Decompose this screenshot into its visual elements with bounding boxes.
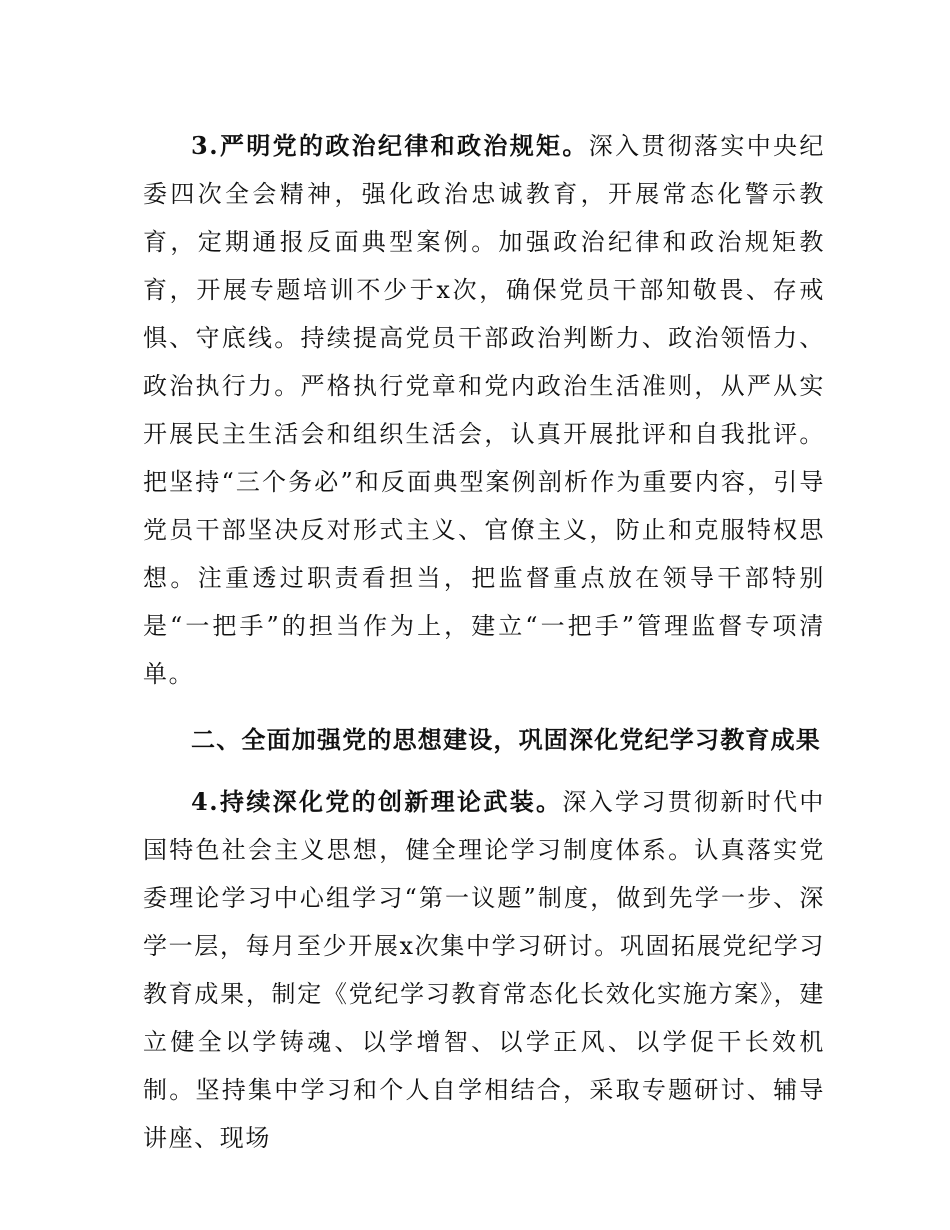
section-3-body: 深入贯彻落实中央纪委四次全会精神，强化政治忠诚教育，开展常态化警示教育，定期通报反面典型案例。加强政治纪律和政治规矩教育，开展专题培训不少于x次，确保党员干部知敬畏、存戒惧、守底线。持续提高党员干部政治判断力、政治领悟力、政治执行力。严格执行党章和党内政治生活准则，从严从实开展民主生活会和组织生活会，认真开展批评和自我批评。把坚持“三个务必”和反面典型案例剖析作为重要内容，引导党员干部坚决反对形式主义、官僚主义，防止和克服特权思想。注重透过职责看担当，把监督重点放在领导干部特别是“一把手”的担当作为上，建立“一把手”管理监督专项清单。 [143, 132, 825, 688]
paragraph-section-4 [143, 778, 825, 1162]
section-heading-2: 二、全面加强党的思想建设，巩固深化党纪学习教育成果 [191, 725, 821, 754]
paragraph-section-3 [143, 122, 825, 698]
section-4-lead: 4.持续深化党的创新理论武装。 [191, 787, 563, 816]
section-3-lead: 3.严明党的政治纪律和政治规矩。 [191, 131, 589, 160]
section-4-body: 深入学习贯彻新时代中国特色社会主义思想，健全理论学习制度体系。认真落实党委理论学习中心组学习“第一议题”制度，做到先学一步、深学一层，每月至少开展x次集中学习研讨。巩固拓展党纪学习教育成果，制定《党纪学习教育常态化长效化实施方案》，建立健全以学铸魂、以学增智、以学正风、以学促干长效机制。坚持集中学习和个人自学相结合，采取专题研讨、辅导讲座、现场 [143, 788, 826, 1152]
document-page [143, 122, 825, 1162]
